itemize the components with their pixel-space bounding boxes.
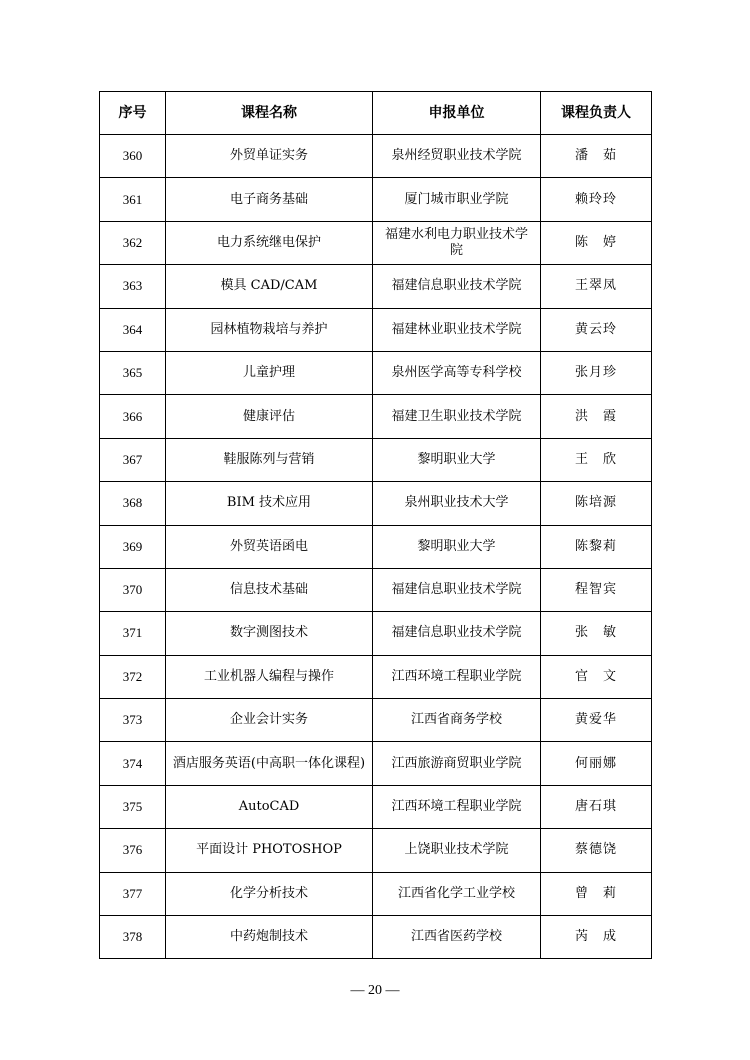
table-row bbox=[100, 525, 652, 568]
table-row bbox=[100, 916, 652, 959]
cell-course-name: BIM 技术应用 bbox=[166, 482, 373, 525]
cell-course-lead: 洪 霞 bbox=[541, 395, 652, 438]
cell-seq: 367 bbox=[100, 438, 166, 481]
page-number: — 20 — bbox=[350, 983, 400, 998]
cell-course-lead: 何丽娜 bbox=[541, 742, 652, 785]
cell-applicant-unit: 泉州经贸职业技术学院 bbox=[373, 135, 541, 178]
table-row bbox=[100, 872, 652, 915]
cell-course-lead: 王 欣 bbox=[541, 438, 652, 481]
cell-applicant-unit: 泉州职业技术大学 bbox=[373, 482, 541, 525]
cell-seq: 368 bbox=[100, 482, 166, 525]
table-row bbox=[100, 699, 652, 742]
table-row bbox=[100, 308, 652, 351]
header-applicant-unit: 申报单位 bbox=[373, 92, 541, 135]
cell-applicant-unit: 福建信息职业技术学院 bbox=[373, 265, 541, 308]
cell-course-name: 中药炮制技术 bbox=[166, 916, 373, 959]
table-row bbox=[100, 742, 652, 785]
cell-course-lead: 潘 茹 bbox=[541, 135, 652, 178]
table-row bbox=[100, 135, 652, 178]
course-table bbox=[99, 91, 652, 959]
cell-course-lead: 王翠凤 bbox=[541, 265, 652, 308]
table-row bbox=[100, 829, 652, 872]
cell-course-lead: 陈培源 bbox=[541, 482, 652, 525]
cell-course-lead: 黄爱华 bbox=[541, 699, 652, 742]
cell-course-lead: 黄云玲 bbox=[541, 308, 652, 351]
cell-seq: 373 bbox=[100, 699, 166, 742]
cell-applicant-unit: 江西省医药学校 bbox=[373, 916, 541, 959]
cell-course-name: 健康评估 bbox=[166, 395, 373, 438]
cell-applicant-unit: 福建信息职业技术学院 bbox=[373, 612, 541, 655]
cell-applicant-unit: 黎明职业大学 bbox=[373, 438, 541, 481]
cell-course-lead: 陈黎莉 bbox=[541, 525, 652, 568]
cell-seq: 366 bbox=[100, 395, 166, 438]
cell-applicant-unit: 厦门城市职业学院 bbox=[373, 178, 541, 221]
table-row bbox=[100, 785, 652, 828]
cell-course-name: 外贸英语函电 bbox=[166, 525, 373, 568]
cell-course-name: 数字测图技术 bbox=[166, 612, 373, 655]
table-body bbox=[100, 135, 652, 959]
table-row bbox=[100, 438, 652, 481]
table-row bbox=[100, 568, 652, 611]
cell-course-name: 园林植物栽培与养护 bbox=[166, 308, 373, 351]
cell-applicant-unit: 福建林业职业技术学院 bbox=[373, 308, 541, 351]
table-row bbox=[100, 612, 652, 655]
cell-course-name: AutoCAD bbox=[166, 785, 373, 828]
cell-course-lead: 赖玲玲 bbox=[541, 178, 652, 221]
cell-seq: 363 bbox=[100, 265, 166, 308]
cell-applicant-unit: 黎明职业大学 bbox=[373, 525, 541, 568]
cell-applicant-unit: 福建水利电力职业技术学院 bbox=[373, 221, 541, 264]
cell-course-name: 儿童护理 bbox=[166, 351, 373, 394]
cell-applicant-unit: 江西旅游商贸职业学院 bbox=[373, 742, 541, 785]
cell-course-name: 信息技术基础 bbox=[166, 568, 373, 611]
cell-applicant-unit: 福建卫生职业技术学院 bbox=[373, 395, 541, 438]
table-row bbox=[100, 265, 652, 308]
cell-seq: 371 bbox=[100, 612, 166, 655]
cell-course-name: 外贸单证实务 bbox=[166, 135, 373, 178]
cell-course-lead: 曾 莉 bbox=[541, 872, 652, 915]
table-row bbox=[100, 178, 652, 221]
cell-seq: 369 bbox=[100, 525, 166, 568]
cell-applicant-unit: 泉州医学高等专科学校 bbox=[373, 351, 541, 394]
cell-course-lead: 陈 婷 bbox=[541, 221, 652, 264]
cell-course-name: 平面设计 PHOTOSHOP bbox=[166, 829, 373, 872]
table-row bbox=[100, 351, 652, 394]
cell-course-name: 酒店服务英语(中高职一体化课程) bbox=[166, 742, 373, 785]
cell-applicant-unit: 江西省商务学校 bbox=[373, 699, 541, 742]
header-seq: 序号 bbox=[100, 92, 166, 135]
cell-seq: 375 bbox=[100, 785, 166, 828]
cell-seq: 362 bbox=[100, 221, 166, 264]
cell-seq: 360 bbox=[100, 135, 166, 178]
cell-course-name: 企业会计实务 bbox=[166, 699, 373, 742]
header-course-lead: 课程负责人 bbox=[541, 92, 652, 135]
cell-course-name: 电子商务基础 bbox=[166, 178, 373, 221]
table-row bbox=[100, 221, 652, 264]
cell-course-lead: 张 敏 bbox=[541, 612, 652, 655]
cell-course-name: 工业机器人编程与操作 bbox=[166, 655, 373, 698]
cell-course-lead: 蔡德饶 bbox=[541, 829, 652, 872]
cell-seq: 378 bbox=[100, 916, 166, 959]
cell-applicant-unit: 江西环境工程职业学院 bbox=[373, 655, 541, 698]
cell-course-name: 模具 CAD/CAM bbox=[166, 265, 373, 308]
table-row bbox=[100, 395, 652, 438]
table-row bbox=[100, 482, 652, 525]
cell-course-lead: 官 文 bbox=[541, 655, 652, 698]
cell-seq: 364 bbox=[100, 308, 166, 351]
cell-applicant-unit: 上饶职业技术学院 bbox=[373, 829, 541, 872]
cell-course-lead: 唐石琪 bbox=[541, 785, 652, 828]
header-course-name: 课程名称 bbox=[166, 92, 373, 135]
cell-seq: 361 bbox=[100, 178, 166, 221]
cell-applicant-unit: 江西环境工程职业学院 bbox=[373, 785, 541, 828]
cell-seq: 372 bbox=[100, 655, 166, 698]
cell-course-name: 化学分析技术 bbox=[166, 872, 373, 915]
cell-applicant-unit: 江西省化学工业学校 bbox=[373, 872, 541, 915]
cell-course-name: 电力系统继电保护 bbox=[166, 221, 373, 264]
cell-course-lead: 芮 成 bbox=[541, 916, 652, 959]
table-row bbox=[100, 655, 652, 698]
cell-seq: 376 bbox=[100, 829, 166, 872]
cell-seq: 370 bbox=[100, 568, 166, 611]
cell-course-lead: 程智宾 bbox=[541, 568, 652, 611]
cell-seq: 377 bbox=[100, 872, 166, 915]
table-header-row bbox=[100, 92, 652, 135]
cell-course-lead: 张月珍 bbox=[541, 351, 652, 394]
cell-seq: 374 bbox=[100, 742, 166, 785]
cell-applicant-unit: 福建信息职业技术学院 bbox=[373, 568, 541, 611]
cell-course-name: 鞋服陈列与营销 bbox=[166, 438, 373, 481]
cell-seq: 365 bbox=[100, 351, 166, 394]
